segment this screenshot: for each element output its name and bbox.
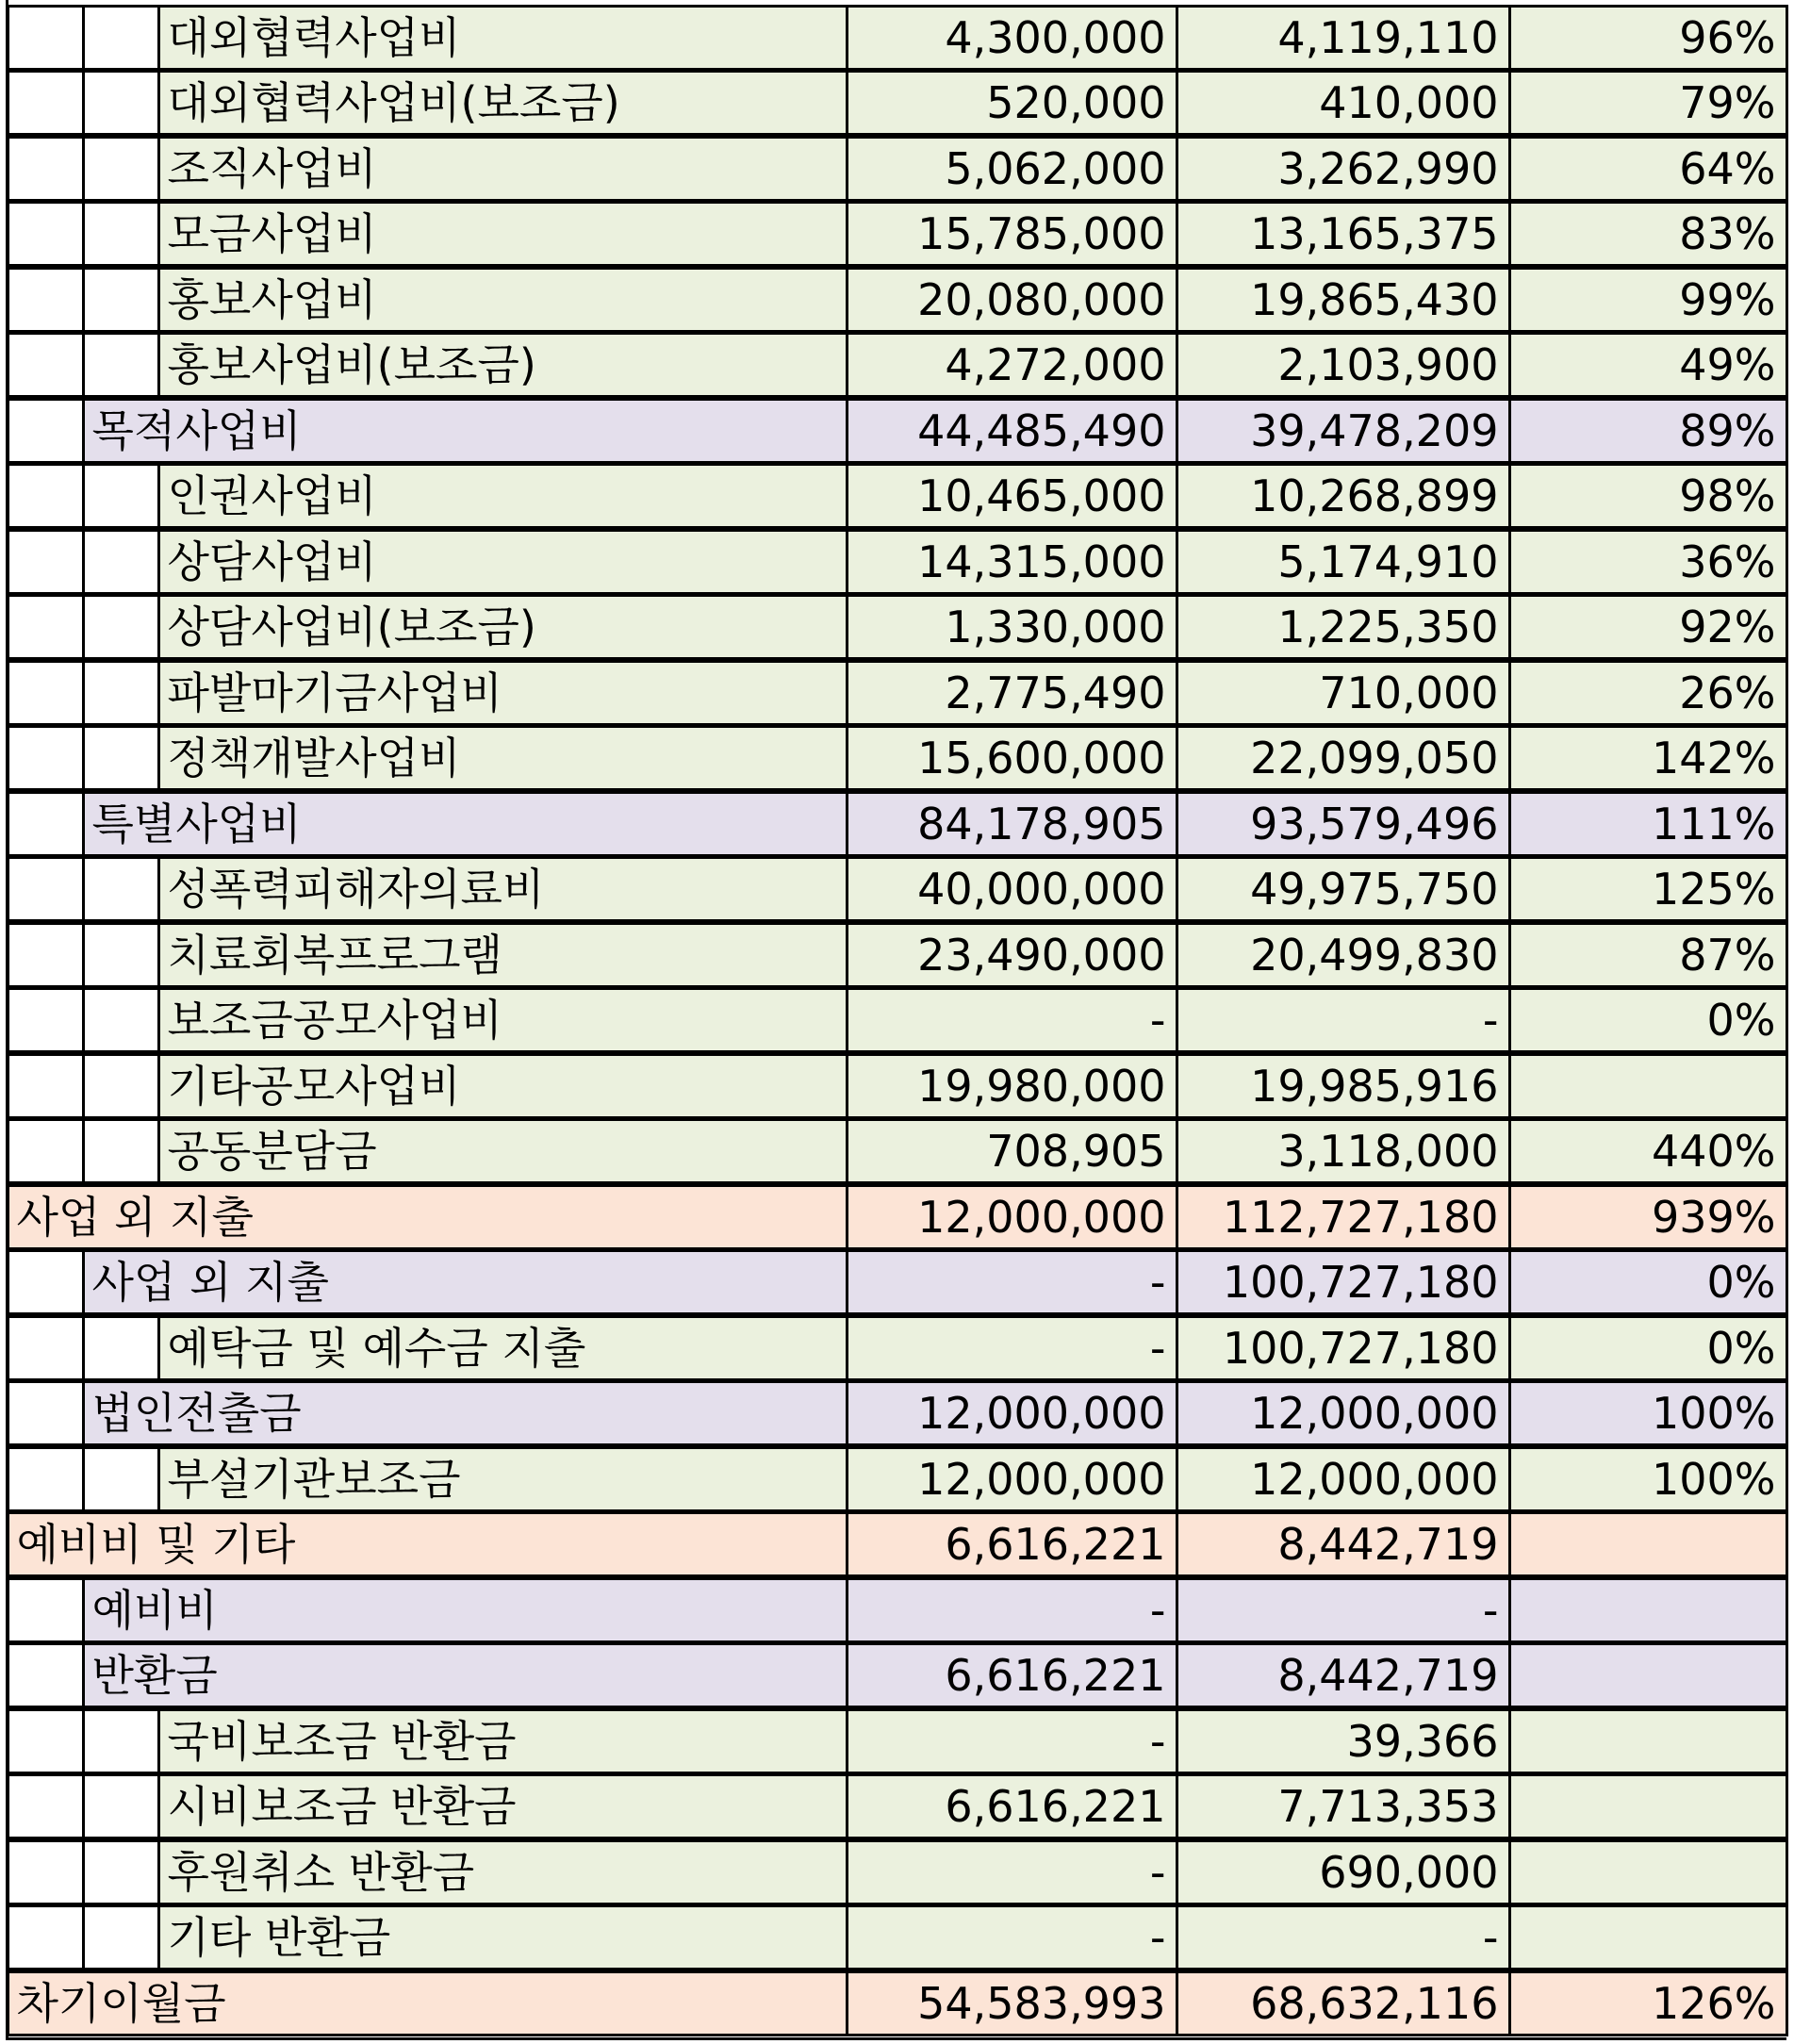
actual-cell: 12,000,000 xyxy=(1176,1380,1511,1446)
budget-cell: 6,616,221 xyxy=(846,1642,1178,1708)
budget-cell: - xyxy=(846,987,1178,1053)
indent-cell xyxy=(7,529,85,595)
budget-cell: - xyxy=(846,1904,1178,1970)
table-row xyxy=(8,399,1786,465)
actual-cell: 20,499,830 xyxy=(1176,922,1511,988)
item-label: 홍보사업비 xyxy=(157,267,848,333)
actual-cell: 710,000 xyxy=(1176,660,1511,726)
item-label: 목적사업비 xyxy=(82,398,848,464)
indent-cell xyxy=(82,5,160,71)
rate-cell: 36% xyxy=(1508,529,1788,595)
indent-cell xyxy=(82,1053,160,1119)
item-label: 법인전출금 xyxy=(82,1380,848,1446)
budget-cell: 14,315,000 xyxy=(846,529,1178,595)
indent-cell xyxy=(82,660,160,726)
table-row xyxy=(8,1775,1786,1841)
item-label: 반환금 xyxy=(82,1642,848,1708)
table-row xyxy=(8,1840,1786,1906)
actual-cell: 39,478,209 xyxy=(1176,398,1511,464)
indent-cell xyxy=(7,1708,85,1774)
item-label: 예비비 및 기타 xyxy=(7,1511,848,1577)
item-label: 파발마기금사업비 xyxy=(157,660,848,726)
indent-cell xyxy=(7,1904,85,1970)
rate-cell: 79% xyxy=(1508,70,1788,136)
indent-cell xyxy=(82,725,160,791)
actual-cell: 49,975,750 xyxy=(1176,856,1511,922)
indent-cell xyxy=(82,267,160,333)
rate-cell xyxy=(1508,1511,1788,1577)
budget-cell: - xyxy=(846,1577,1178,1643)
table-row xyxy=(8,1185,1786,1251)
budget-cell: 1,330,000 xyxy=(846,594,1178,660)
indent-cell xyxy=(82,856,160,922)
indent-cell xyxy=(7,136,85,202)
indent-cell xyxy=(7,1577,85,1643)
indent-cell xyxy=(82,332,160,398)
item-label: 시비보조금 반환금 xyxy=(157,1773,848,1839)
item-label: 대외협력사업비(보조금) xyxy=(157,70,848,136)
actual-cell: 3,262,990 xyxy=(1176,136,1511,202)
rate-cell: 99% xyxy=(1508,267,1788,333)
actual-cell: 690,000 xyxy=(1176,1839,1511,1905)
table-row xyxy=(8,1382,1786,1448)
table-row xyxy=(8,1513,1786,1579)
table-row xyxy=(8,203,1786,269)
rate-cell: 0% xyxy=(1508,987,1788,1053)
indent-cell xyxy=(7,922,85,988)
indent-cell xyxy=(82,594,160,660)
indent-cell xyxy=(82,463,160,529)
budget-cell: 20,080,000 xyxy=(846,267,1178,333)
actual-cell: 13,165,375 xyxy=(1176,201,1511,267)
table-row xyxy=(8,1709,1786,1775)
indent-cell xyxy=(7,791,85,857)
item-label: 기타 반환금 xyxy=(157,1904,848,1970)
indent-cell xyxy=(7,1839,85,1905)
table-row xyxy=(8,334,1786,400)
actual-cell: - xyxy=(1176,987,1511,1053)
actual-cell: 3,118,000 xyxy=(1176,1118,1511,1184)
rate-cell: 98% xyxy=(1508,463,1788,529)
item-label: 공동분담금 xyxy=(157,1118,848,1184)
indent-cell xyxy=(7,463,85,529)
indent-cell xyxy=(7,332,85,398)
rate-cell: 92% xyxy=(1508,594,1788,660)
table-row xyxy=(8,727,1786,793)
rate-cell: 142% xyxy=(1508,725,1788,791)
budget-cell: - xyxy=(846,1839,1178,1905)
item-label: 예탁금 및 예수금 지출 xyxy=(157,1315,848,1381)
item-label: 예비비 xyxy=(82,1577,848,1643)
indent-cell xyxy=(82,922,160,988)
indent-cell xyxy=(82,1839,160,1905)
actual-cell: - xyxy=(1176,1577,1511,1643)
budget-cell: 2,775,490 xyxy=(846,660,1178,726)
table-row xyxy=(8,1120,1786,1186)
item-label: 상담사업비(보조금) xyxy=(157,594,848,660)
item-label: 인권사업비 xyxy=(157,463,848,529)
rate-cell xyxy=(1508,1839,1788,1905)
table-row xyxy=(8,1054,1786,1120)
item-label: 기타공모사업비 xyxy=(157,1053,848,1119)
rate-cell xyxy=(1508,1904,1788,1970)
budget-cell: 520,000 xyxy=(846,70,1178,136)
indent-cell xyxy=(7,267,85,333)
table-row xyxy=(8,1447,1786,1513)
indent-cell xyxy=(82,1446,160,1512)
item-label: 국비보조금 반환금 xyxy=(157,1708,848,1774)
item-label: 후원취소 반환금 xyxy=(157,1839,848,1905)
indent-cell xyxy=(82,987,160,1053)
item-label: 보조금공모사업비 xyxy=(157,987,848,1053)
table-row xyxy=(8,1906,1786,1972)
table-row xyxy=(8,1971,1786,2037)
item-label: 성폭력피해자의료비 xyxy=(157,856,848,922)
table-row xyxy=(8,72,1786,138)
budget-cell: 54,583,993 xyxy=(846,1970,1178,2036)
budget-cell: 5,062,000 xyxy=(846,136,1178,202)
budget-cell: 6,616,221 xyxy=(846,1773,1178,1839)
actual-cell: 93,579,496 xyxy=(1176,791,1511,857)
table-row xyxy=(8,530,1786,596)
indent-cell xyxy=(82,70,160,136)
actual-cell: 10,268,899 xyxy=(1176,463,1511,529)
indent-cell xyxy=(7,1446,85,1512)
budget-cell: 44,485,490 xyxy=(846,398,1178,464)
table-row xyxy=(8,1251,1786,1317)
table-row xyxy=(8,268,1786,334)
rate-cell: 125% xyxy=(1508,856,1788,922)
table-row xyxy=(8,6,1786,72)
actual-cell: 22,099,050 xyxy=(1176,725,1511,791)
table-row xyxy=(8,661,1786,727)
table-row xyxy=(8,596,1786,662)
indent-cell xyxy=(82,1118,160,1184)
indent-cell xyxy=(82,529,160,595)
indent-cell xyxy=(7,1380,85,1446)
table-row xyxy=(8,1644,1786,1710)
budget-cell: 15,785,000 xyxy=(846,201,1178,267)
indent-cell xyxy=(7,856,85,922)
actual-cell: 68,632,116 xyxy=(1176,1970,1511,2036)
rate-cell: 939% xyxy=(1508,1184,1788,1250)
rate-cell: 0% xyxy=(1508,1315,1788,1381)
table-row xyxy=(8,137,1786,203)
actual-cell: 19,865,430 xyxy=(1176,267,1511,333)
rate-cell: 96% xyxy=(1508,5,1788,71)
actual-cell: 410,000 xyxy=(1176,70,1511,136)
rate-cell: 440% xyxy=(1508,1118,1788,1184)
table-row xyxy=(8,989,1786,1055)
item-label: 사업 외 지출 xyxy=(82,1249,848,1315)
indent-cell xyxy=(82,1708,160,1774)
budget-cell: 12,000,000 xyxy=(846,1446,1178,1512)
indent-cell xyxy=(82,136,160,202)
budget-cell: 12,000,000 xyxy=(846,1380,1178,1446)
table-row xyxy=(8,792,1786,858)
actual-cell: 112,727,180 xyxy=(1176,1184,1511,1250)
item-label: 모금사업비 xyxy=(157,201,848,267)
rate-cell: 83% xyxy=(1508,201,1788,267)
rate-cell xyxy=(1508,1053,1788,1119)
item-label: 정책개발사업비 xyxy=(157,725,848,791)
rate-cell: 87% xyxy=(1508,922,1788,988)
budget-cell: 15,600,000 xyxy=(846,725,1178,791)
item-label: 대외협력사업비 xyxy=(157,5,848,71)
budget-cell: 12,000,000 xyxy=(846,1184,1178,1250)
budget-cell: 23,490,000 xyxy=(846,922,1178,988)
table-row xyxy=(8,465,1786,531)
actual-cell: 2,103,900 xyxy=(1176,332,1511,398)
indent-cell xyxy=(7,1118,85,1184)
indent-cell xyxy=(7,398,85,464)
indent-cell xyxy=(7,5,85,71)
actual-cell: 5,174,910 xyxy=(1176,529,1511,595)
budget-cell: 40,000,000 xyxy=(846,856,1178,922)
rate-cell: 64% xyxy=(1508,136,1788,202)
budget-cell: 708,905 xyxy=(846,1118,1178,1184)
table-bottom-border xyxy=(6,2037,1786,2040)
actual-cell: 100,727,180 xyxy=(1176,1249,1511,1315)
budget-cell: - xyxy=(846,1708,1178,1774)
rate-cell xyxy=(1508,1773,1788,1839)
actual-cell: 12,000,000 xyxy=(1176,1446,1511,1512)
indent-cell xyxy=(7,987,85,1053)
budget-cell: 6,616,221 xyxy=(846,1511,1178,1577)
item-label: 홍보사업비(보조금) xyxy=(157,332,848,398)
rate-cell: 111% xyxy=(1508,791,1788,857)
indent-cell xyxy=(82,201,160,267)
budget-cell: 10,465,000 xyxy=(846,463,1178,529)
rate-cell: 26% xyxy=(1508,660,1788,726)
item-label: 부설기관보조금 xyxy=(157,1446,848,1512)
rate-cell xyxy=(1508,1577,1788,1643)
indent-cell xyxy=(7,201,85,267)
indent-cell xyxy=(7,660,85,726)
budget-cell: 84,178,905 xyxy=(846,791,1178,857)
rate-cell: 89% xyxy=(1508,398,1788,464)
item-label: 차기이월금 xyxy=(7,1970,848,2036)
table-row xyxy=(8,858,1786,924)
actual-cell: 39,366 xyxy=(1176,1708,1511,1774)
table-row xyxy=(8,923,1786,989)
actual-cell: - xyxy=(1176,1904,1511,1970)
actual-cell: 1,225,350 xyxy=(1176,594,1511,660)
budget-cell: - xyxy=(846,1249,1178,1315)
indent-cell xyxy=(7,1315,85,1381)
indent-cell xyxy=(82,1904,160,1970)
rate-cell xyxy=(1508,1642,1788,1708)
indent-cell xyxy=(7,1053,85,1119)
table-row xyxy=(8,1578,1786,1644)
actual-cell: 19,985,916 xyxy=(1176,1053,1511,1119)
indent-cell xyxy=(7,594,85,660)
item-label: 상담사업비 xyxy=(157,529,848,595)
actual-cell: 7,713,353 xyxy=(1176,1773,1511,1839)
indent-cell xyxy=(7,1249,85,1315)
budget-cell: 4,272,000 xyxy=(846,332,1178,398)
budget-cell: 4,300,000 xyxy=(846,5,1178,71)
item-label: 특별사업비 xyxy=(82,791,848,857)
rate-cell: 100% xyxy=(1508,1380,1788,1446)
indent-cell xyxy=(82,1773,160,1839)
actual-cell: 100,727,180 xyxy=(1176,1315,1511,1381)
actual-cell: 8,442,719 xyxy=(1176,1511,1511,1577)
actual-cell: 8,442,719 xyxy=(1176,1642,1511,1708)
item-label: 치료회복프로그램 xyxy=(157,922,848,988)
indent-cell xyxy=(7,1773,85,1839)
budget-cell: 19,980,000 xyxy=(846,1053,1178,1119)
budget-cell: - xyxy=(846,1315,1178,1381)
item-label: 사업 외 지출 xyxy=(7,1184,848,1250)
rate-cell: 126% xyxy=(1508,1970,1788,2036)
table-row xyxy=(8,1316,1786,1382)
indent-cell xyxy=(7,70,85,136)
rate-cell: 0% xyxy=(1508,1249,1788,1315)
actual-cell: 4,119,110 xyxy=(1176,5,1511,71)
rate-cell: 49% xyxy=(1508,332,1788,398)
indent-cell xyxy=(7,1642,85,1708)
rate-cell xyxy=(1508,1708,1788,1774)
indent-cell xyxy=(82,1315,160,1381)
rate-cell: 100% xyxy=(1508,1446,1788,1512)
item-label: 조직사업비 xyxy=(157,136,848,202)
indent-cell xyxy=(7,725,85,791)
